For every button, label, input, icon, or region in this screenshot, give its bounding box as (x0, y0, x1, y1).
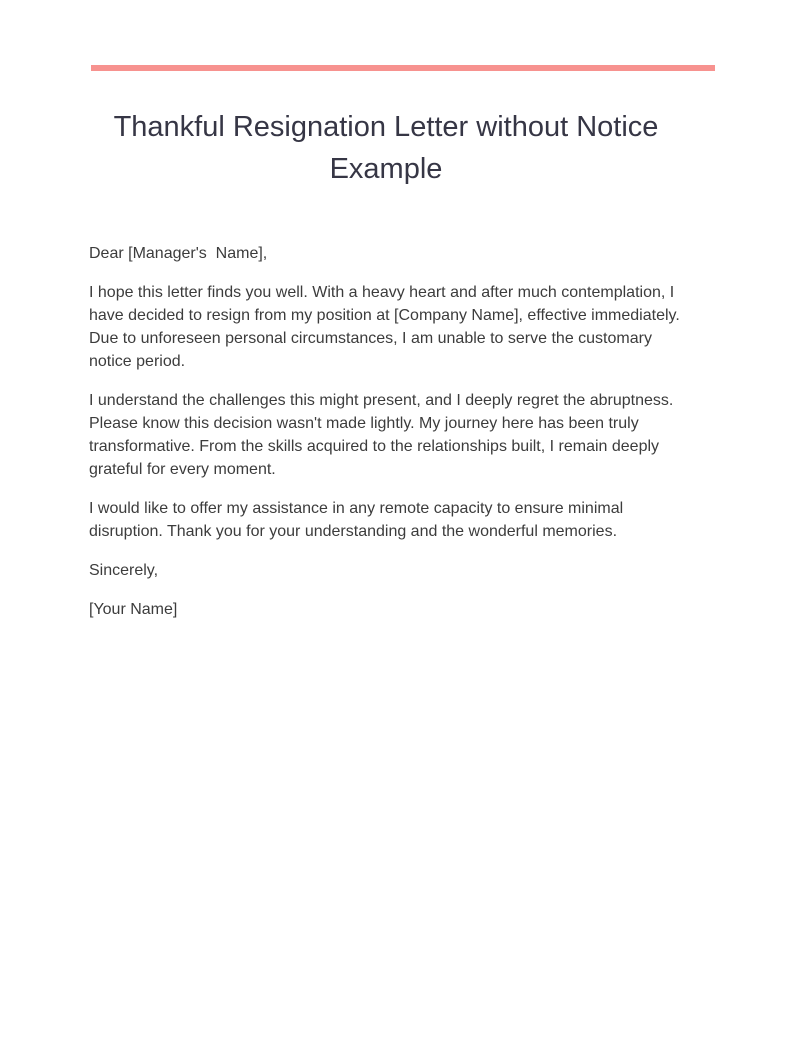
letter-body (89, 242, 699, 637)
paragraph-1: I hope this letter finds you well. With a heavy heart and after much contemplation, I have decided to resign from my position at [Company Name], effective immediately. Due to unforeseen personal circumstances, I am unable to serve the customary notice period. (89, 284, 680, 370)
paragraph-2: I understand the challenges this might present, and I deeply regret the abruptness. Please know this decision wasn't made lightly. My journey here has been truly transformative. From the skills acquired to the relationships built, I remain deeply grateful for every moment. (89, 392, 674, 478)
paragraph-3: I would like to offer my assistance in any remote capacity to ensure minimal disruption. Thank you for your understanding and the wonderful memories. (89, 500, 624, 540)
salutation: Dear [Manager's Name], (89, 245, 268, 262)
page-title: Thankful Resignation Letter without Notice Example (113, 111, 659, 185)
closing: Sincerely, (89, 562, 159, 579)
signature: [Your Name] (89, 601, 178, 618)
accent-bar (91, 65, 715, 71)
